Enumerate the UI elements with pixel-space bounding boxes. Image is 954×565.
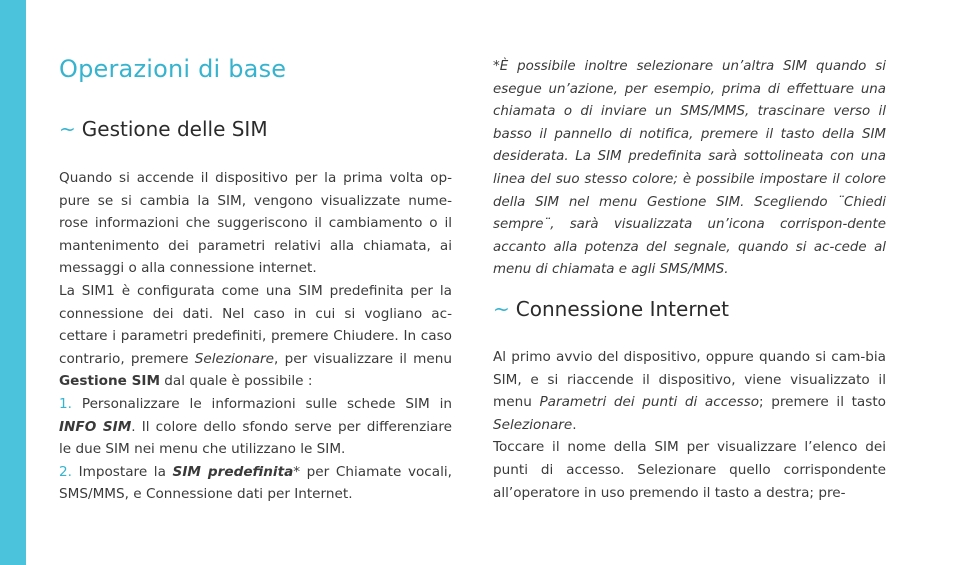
- internet-paragraph-1: [493, 346, 886, 436]
- side-color-bar: [0, 0, 26, 565]
- sim-paragraph-1: Quando si accende il dispositivo per la prima volta op-pure se si cambia la SIM, vengono visualizzate nume-rose informazioni che suggeriscono il cambiamento o il mantenimento dei parametri relativi alla chiamata, ai messaggi o alla connessione internet.: [59, 170, 452, 277]
- list-item-2: [59, 461, 452, 506]
- heading-tilde: ~: [59, 117, 76, 141]
- text-run: dal quale è possibile :: [159, 373, 313, 390]
- internet-body-text: [493, 346, 886, 504]
- text-run: Personalizzare le informazioni sulle schede SIM in: [71, 395, 452, 412]
- text-run: , per visualizzare il menu: [274, 350, 453, 367]
- sim-predefinita-label: SIM predefinita: [172, 463, 294, 480]
- section-heading-sim: [59, 117, 268, 141]
- text-run: ; premere il tasto: [759, 394, 886, 411]
- text-run: Al primo avvio del dispositivo, oppure quando si cam-bia SIM, e si riaccende il dispositivo, viene visualizzato il menu: [493, 349, 886, 411]
- list-number: 1.: [59, 395, 72, 412]
- sim-body-text: [59, 167, 452, 506]
- internet-paragraph-2: Toccare il nome della SIM per visualizzare l’elenco dei punti di accesso. Selezionare quello corrispondente all’operatore in uso premendo il tasto a destra; pre-: [493, 439, 886, 501]
- text-run: .: [572, 416, 577, 433]
- text-run: . Il colore dello sfondo serve per differenziare le due SIM nei menu che utilizzano le SIM.: [59, 418, 452, 458]
- heading-internet-label: Connessione Internet: [515, 297, 730, 321]
- list-number: 2.: [59, 463, 72, 480]
- selezionare-label: Selezionare: [493, 416, 573, 433]
- info-sim-label: INFO SIM: [59, 418, 132, 435]
- heading-sim-label: Gestione delle SIM: [81, 117, 268, 141]
- sim-paragraph-2: [59, 280, 452, 393]
- gestione-sim-label: Gestione SIM: [59, 373, 160, 390]
- parametri-label: Parametri dei punti di accesso: [539, 394, 760, 411]
- heading-tilde: ~: [493, 297, 510, 321]
- selezionare-link: Selezionare: [194, 350, 274, 367]
- footnote-text: *È possibile inoltre selezionare un’altra SIM quando si esegue un’azione, per esempio, prima di effettuare una chiamata o di inviare un SMS/MMS, trascinare verso il basso il pannello di notifica, premere il tasto della SIM desiderata. La SIM predefinita sarà sottolineata con una linea del suo stesso colore; è possibile impostare il colore della SIM nel menu Gestione SIM. Scegliendo ¨Chiedi sempre¨, sarà visualizzata un’icona corrispon-dente accanto alla potenza del segnale, quando si ac-cede al menu di chiamata e agli SMS/MMS.: [493, 59, 886, 278]
- section-heading-internet: [493, 297, 729, 321]
- text-run: * per Chiamate vocali, SMS/MMS, e Connessione dati per Internet.: [59, 463, 452, 503]
- text-run: Impostare la: [71, 463, 173, 480]
- text-run: La SIM1 è configurata come una SIM predefinita per la connessione dei dati. Nel caso in cui si vogliano ac-cettare i parametri predefiniti, premere Chiudere. In caso contrario, premere: [59, 282, 452, 367]
- page-title: Operazioni di base: [59, 55, 287, 83]
- list-item-1: [59, 393, 452, 461]
